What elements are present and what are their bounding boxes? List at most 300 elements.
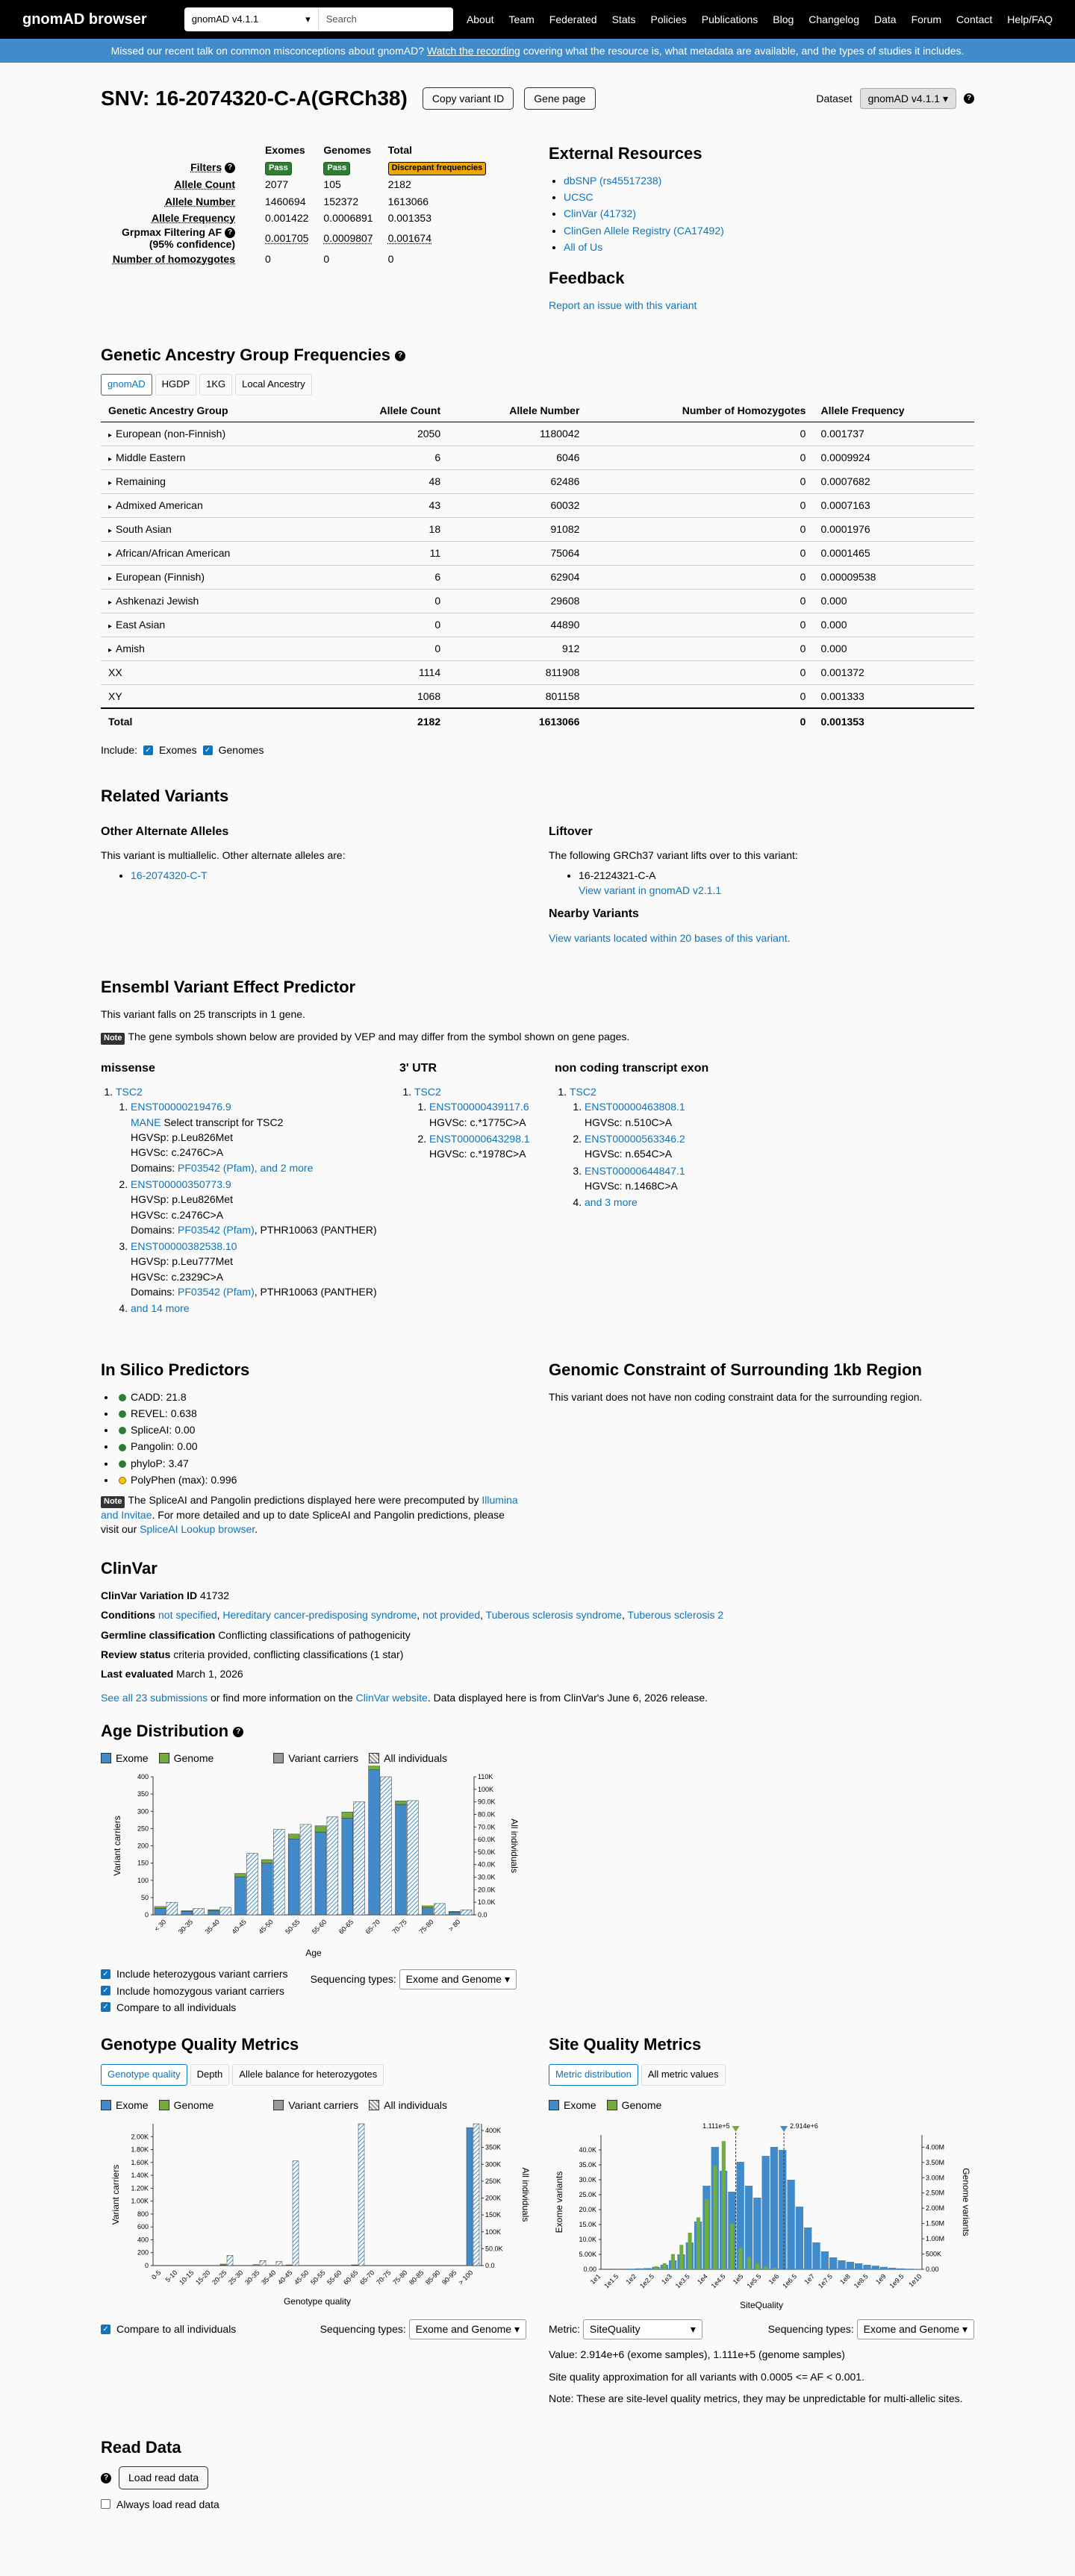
x-tick-label: 1e5 <box>731 2272 745 2286</box>
table-cell: 48 <box>429 475 441 487</box>
y-tick-label: 300 <box>137 1807 149 1816</box>
nearby-title: Nearby Variants <box>549 907 639 921</box>
nav-stats[interactable]: Stats <box>611 13 636 25</box>
y-tick-label: 2.00K <box>131 2133 149 2141</box>
vep-consequences <box>101 1052 974 1318</box>
transcript-link[interactable]: ENST00000644847.1 <box>585 1164 685 1177</box>
banner-link[interactable]: Watch the recording <box>427 44 520 57</box>
dataset-picker <box>816 88 974 109</box>
y-tick-label: 250 <box>137 1825 149 1833</box>
column-header[interactable]: Number of Homozygotes <box>587 400 813 422</box>
x-tick-label: 70-75 <box>375 2269 393 2286</box>
x-tick-label: 1e2.5 <box>638 2272 656 2290</box>
y2-tick-label: 0.0 <box>485 2262 495 2270</box>
gene-link[interactable]: TSC2 <box>414 1086 441 1098</box>
tab-all-metric-values[interactable]: All metric values <box>641 2064 726 2086</box>
exome-bar <box>770 2147 778 2269</box>
include-label: Include: <box>101 744 138 757</box>
y-tick-label: 1.20K <box>131 2184 149 2192</box>
include-exomes-label: Exomes <box>159 744 197 757</box>
exome-bar <box>787 2180 794 2269</box>
x-tick-label: 1e4 <box>696 2272 709 2286</box>
table-cell: 1613066 <box>538 716 580 728</box>
ancestry-title: Genetic Ancestry Group Frequencies ? <box>101 343 974 367</box>
genome-bar <box>688 2233 692 2269</box>
table-cell: 0.0001465 <box>820 546 870 559</box>
banner-text-post: covering what the resource is, what metadata are available, and the types of studies it includes. <box>523 44 965 57</box>
x-tick-label: 1e5.5 <box>745 2272 763 2290</box>
table-cell: XX <box>108 666 122 678</box>
all-submissions-link[interactable]: See all 23 submissions <box>101 1692 208 1704</box>
table-cell: European (Finnish) <box>116 570 205 583</box>
all-individuals-bar <box>246 1854 258 1915</box>
expand-caret-icon[interactable]: ▸ <box>108 431 113 440</box>
x-tick-label: 1e3 <box>660 2272 673 2286</box>
compare-all-checkbox[interactable]: ✓ <box>101 2325 110 2334</box>
genome-bar <box>342 1812 353 1818</box>
exome-bar <box>863 2265 870 2269</box>
y2-tick-label: 100K <box>485 2228 502 2236</box>
table-cell: 0 <box>434 594 441 607</box>
x-tick-label: 85-90 <box>424 2269 442 2286</box>
read-data-title: Read Data <box>101 2437 181 2457</box>
all-individuals-bar <box>461 1910 472 1915</box>
sq-value-text: Value: 2.914e+6 (exome samples), 1.111e+5 (genome samples) <box>549 2348 845 2360</box>
genome-bar <box>155 1907 166 1909</box>
y-axis-label: Variant carriers <box>112 1816 122 1876</box>
nav-help[interactable]: Help/FAQ <box>1007 13 1053 25</box>
table-cell: 43 <box>429 498 441 511</box>
dataset-label: Dataset <box>816 92 853 104</box>
x-tick-label: 20-25 <box>211 2269 228 2286</box>
x-tick-label: 75-80 <box>391 2269 409 2286</box>
exome-bar <box>888 2268 896 2269</box>
dataset-dropdown-value: gnomAD v4.1.1 <box>867 92 941 104</box>
condition-link[interactable]: not specified <box>158 1609 217 1622</box>
condition-link[interactable]: Hereditary cancer-predisposing syndrome <box>222 1609 417 1622</box>
clinvar-title: ClinVar <box>101 1559 158 1578</box>
nav-federated[interactable]: Federated <box>549 13 597 25</box>
expand-caret-icon[interactable]: ▸ <box>108 622 113 631</box>
all-individuals-bar <box>358 2124 364 2266</box>
status-dot-icon <box>119 1394 126 1401</box>
allele-count-exomes: 2077 <box>265 178 289 191</box>
filter-badge-genomes: Pass <box>323 162 350 175</box>
exome-bar <box>812 2242 820 2269</box>
table-cell: 0 <box>800 546 806 559</box>
x-tick-label: 55-60 <box>310 1918 328 1936</box>
y-tick-label: 40.0K <box>579 2146 596 2154</box>
gene-link[interactable]: TSC2 <box>570 1086 596 1098</box>
y2-axis-label: All individuals <box>520 2167 531 2222</box>
x-tick-label: 1e7 <box>803 2272 817 2286</box>
x-tick-label: 40-45 <box>276 2269 294 2286</box>
include-row <box>101 743 974 757</box>
table-cell: 912 <box>562 642 580 654</box>
y2-tick-label: 80.0K <box>478 1810 496 1819</box>
all-individuals-bar <box>193 1909 205 1915</box>
help-icon[interactable]: ? <box>395 351 405 361</box>
link-clingen[interactable]: ClinGen Allele Registry (CA17492) <box>564 224 724 237</box>
y2-tick-label: 100K <box>478 1785 494 1793</box>
x-tick-label: 1e6 <box>767 2272 781 2286</box>
include-genomes-checkbox[interactable]: ✓ <box>203 745 213 755</box>
help-icon[interactable]: ? <box>225 228 235 238</box>
help-icon[interactable]: ? <box>101 2473 111 2483</box>
tab-genotype-quality[interactable]: Genotype quality <box>101 2064 187 2086</box>
marker-label: 2.914e+6 <box>790 2122 818 2130</box>
y-tick-label: 1.60K <box>131 2158 149 2166</box>
nav-changelog[interactable]: Changelog <box>808 13 860 25</box>
table-cell: 0.001333 <box>820 690 864 702</box>
column-header[interactable]: Allele Frequency <box>813 400 974 422</box>
nav-contact[interactable]: Contact <box>956 13 993 25</box>
table-cell: 0 <box>800 427 806 440</box>
table-cell: 1068 <box>417 690 441 702</box>
genome-bar <box>449 1911 460 1912</box>
y-tick-label: 30.0K <box>579 2176 596 2184</box>
domain-link[interactable]: PF03542 (Pfam) <box>178 1223 255 1236</box>
y-tick-label: 10.0K <box>579 2236 596 2244</box>
genome-swatch <box>159 2100 169 2110</box>
search-input[interactable] <box>319 7 453 31</box>
help-icon[interactable]: ? <box>233 1727 243 1737</box>
expand-caret-icon[interactable]: ▸ <box>108 478 113 487</box>
all-individuals-bar <box>473 2124 479 2266</box>
genome-bar <box>714 2166 717 2269</box>
metric-select[interactable]: SiteQuality ▾ <box>583 2319 702 2339</box>
table-cell: 0 <box>800 666 806 678</box>
condition-link[interactable]: Tuberous sclerosis syndrome <box>485 1609 622 1622</box>
tab-hgdp[interactable]: HGDP <box>155 374 197 396</box>
nav-forum[interactable]: Forum <box>911 13 942 25</box>
table-cell: 2050 <box>417 427 441 440</box>
table-cell: Middle Eastern <box>116 451 186 463</box>
table-cell: 0 <box>434 618 441 631</box>
y2-tick-label: 70.0K <box>478 1823 496 1831</box>
age-legend-set: Variant carriers All individuals <box>273 1751 447 1766</box>
table-row[interactable] <box>101 446 974 469</box>
expand-caret-icon[interactable]: ▸ <box>108 526 113 535</box>
load-read-data-button[interactable]: Load read data <box>119 2466 208 2489</box>
table-row[interactable] <box>101 469 974 493</box>
expand-caret-icon[interactable]: ▸ <box>108 454 113 463</box>
y2-tick-label: 400K <box>485 2127 502 2135</box>
table-cell: Admixed American <box>116 498 203 511</box>
expand-caret-icon[interactable]: ▸ <box>108 645 113 654</box>
y-tick-label: 400 <box>137 1772 149 1781</box>
y-tick-label: 350 <box>137 1790 149 1798</box>
y2-tick-label: 50.0K <box>478 1848 496 1856</box>
genome-bar <box>671 2254 675 2269</box>
tab-allele-balance[interactable]: Allele balance for heterozygotes <box>232 2064 384 2086</box>
table-row[interactable] <box>101 637 974 660</box>
report-issue-link[interactable]: Report an issue with this variant <box>549 299 697 312</box>
vep-intro: This variant falls on 25 transcripts in 1 gene. <box>101 1007 305 1020</box>
y2-tick-label: 50.0K <box>485 2245 503 2253</box>
condition-link[interactable]: not provided <box>423 1609 481 1622</box>
y2-tick-label: 40.0K <box>478 1860 496 1869</box>
x-tick-label: 50-55 <box>309 2269 327 2286</box>
y-tick-label: 200 <box>137 1842 149 1850</box>
x-tick-label: 1e3.5 <box>673 2272 691 2290</box>
genome-bar <box>369 1766 380 1770</box>
allele-number-genomes: 152372 <box>323 195 359 207</box>
nav-blog[interactable]: Blog <box>773 13 794 25</box>
table-row[interactable] <box>101 565 974 589</box>
table-cell: 6046 <box>556 451 580 463</box>
y-tick-label: 1.00K <box>131 2197 149 2205</box>
other-allele-link[interactable]: 16-2074320-C-T <box>131 869 208 881</box>
domain-link[interactable]: PF03542 (Pfam) <box>178 1161 255 1174</box>
external-resources-title: External Resources <box>549 144 702 163</box>
y2-axis-label: All individuals <box>509 1819 519 1873</box>
link-all-of-us[interactable]: All of Us <box>564 241 603 254</box>
include-exomes-checkbox[interactable]: ✓ <box>143 745 153 755</box>
link-dbsnp[interactable]: dbSNP (rs45517238) <box>564 174 662 187</box>
table-row[interactable] <box>101 613 974 637</box>
gene-link[interactable]: TSC2 <box>116 1086 143 1098</box>
x-tick-label: 1e1.5 <box>602 2272 620 2290</box>
transcript-link[interactable]: ENST00000382538.10 <box>131 1240 237 1253</box>
column-header[interactable]: Genetic Ancestry Group <box>101 400 324 422</box>
col-genomes: Genomes <box>323 144 372 156</box>
x-tick-label: 40-45 <box>230 1918 248 1936</box>
frequency-table <box>101 142 493 267</box>
copy-variant-id-button[interactable]: Copy variant ID <box>423 87 514 110</box>
genome-bar <box>730 2224 734 2269</box>
exome-bar <box>369 1770 380 1915</box>
x-tick-label: 1e4.5 <box>709 2272 727 2290</box>
expand-caret-icon[interactable]: ▸ <box>108 502 113 511</box>
domain-link[interactable]: PF03542 (Pfam) <box>178 1286 255 1298</box>
nav-policies[interactable]: Policies <box>650 13 687 25</box>
x-tick-label: 1e6.5 <box>781 2272 799 2290</box>
y2-tick-label: 500K <box>926 2250 942 2258</box>
table-cell: 75064 <box>550 546 580 559</box>
genome-bar <box>747 2257 751 2269</box>
table-cell: 29608 <box>550 594 580 607</box>
table-cell: 0 <box>800 475 806 487</box>
table-row[interactable] <box>101 517 974 541</box>
y2-tick-label: 0.00 <box>926 2266 939 2274</box>
allele-count-genomes: 105 <box>323 178 341 191</box>
help-icon[interactable]: ? <box>964 93 974 104</box>
table-cell: 0.000 <box>820 594 847 607</box>
predictor-list: • CADD: 21.8 • REVEL: 0.638 • SpliceAI: 0.00 • Pangolin: 0.00 • phyloP: 3.47 • PolyPhen (max): 0.996 <box>101 1389 519 1488</box>
include-het-checkbox[interactable]: ✓ <box>101 1969 110 1979</box>
genome-bar <box>773 2268 776 2269</box>
genome-swatch <box>607 2100 617 2110</box>
table-cell: 0.0007682 <box>820 475 870 487</box>
table-cell: 0.0009924 <box>820 451 870 463</box>
link-clinvar[interactable]: ClinVar (41732) <box>564 207 637 220</box>
table-cell: 60032 <box>550 498 580 511</box>
genome-bar <box>288 1834 299 1839</box>
genome-bar <box>738 2248 742 2270</box>
compare-all-checkbox[interactable]: ✓ <box>101 2002 110 2012</box>
x-tick-label: 1e8 <box>838 2272 852 2286</box>
allele-frequency-total: 0.001353 <box>387 211 431 224</box>
table-cell: 91082 <box>550 522 580 535</box>
more-domains-link[interactable]: , and 2 more <box>254 1161 314 1174</box>
liftover-link[interactable]: View variant in gnomAD v2.1.1 <box>579 884 722 897</box>
transcript-link[interactable]: ENST00000219476.9 <box>131 1101 231 1113</box>
table-row[interactable] <box>101 589 974 613</box>
tab-depth[interactable]: Depth <box>190 2064 230 2086</box>
table-row[interactable] <box>101 493 974 517</box>
gene-page-button[interactable]: Gene page <box>524 87 595 110</box>
expand-caret-icon[interactable]: ▸ <box>108 598 113 607</box>
tab-gnomad[interactable]: gnomAD <box>101 374 152 396</box>
sq-approx-text: Site quality approximation for all variants with 0.0005 <= AF < 0.001. <box>549 2371 864 2383</box>
filter-badge-total: Discrepant frequencies <box>388 162 487 175</box>
status-dot-icon <box>119 1444 126 1451</box>
tab-metric-distribution[interactable]: Metric distribution <box>549 2064 638 2086</box>
marker-arrow-icon <box>780 2126 788 2132</box>
y2-tick-label: 150K <box>485 2211 502 2219</box>
include-hom-checkbox[interactable]: ✓ <box>101 1986 110 1995</box>
more-transcripts-link[interactable]: and 3 more <box>585 1196 638 1209</box>
clinvar-website-link[interactable]: ClinVar website <box>355 1692 428 1704</box>
always-load-checkbox[interactable] <box>101 2499 110 2509</box>
x-tick-label: 65-70 <box>358 2269 376 2286</box>
genome-bar <box>764 2266 767 2269</box>
x-tick-label: 35-40 <box>260 2269 278 2286</box>
nav-team[interactable]: Team <box>508 13 535 25</box>
all-individuals-bar <box>166 1902 178 1915</box>
genome-swatch <box>159 1753 169 1763</box>
exome-bar <box>753 2198 761 2269</box>
transcript-link[interactable]: ENST00000563346.2 <box>585 1133 685 1145</box>
expand-caret-icon[interactable]: ▸ <box>108 574 113 583</box>
tab-1kg[interactable]: 1KG <box>199 374 232 396</box>
marker-arrow-icon <box>732 2126 740 2132</box>
genome-bar <box>286 2265 292 2266</box>
spliceai-lookup-link[interactable]: SpliceAI Lookup browser <box>140 1523 255 1536</box>
x-tick-label: 45-50 <box>293 2269 311 2286</box>
nearby-link[interactable]: View variants located within 20 bases of this variant. <box>549 931 791 944</box>
help-icon[interactable]: ? <box>225 163 235 173</box>
table-row[interactable] <box>101 422 974 446</box>
nav-data[interactable]: Data <box>874 13 897 25</box>
gq-seq-type-select[interactable]: Exome and Genome ▾ <box>409 2319 526 2339</box>
caret-down-icon: ▾ <box>305 13 311 25</box>
exome-bar <box>644 2269 651 2270</box>
table-cell: 11 <box>429 546 441 559</box>
expand-caret-icon[interactable]: ▸ <box>108 550 113 559</box>
dataset-select[interactable] <box>184 7 319 31</box>
exome-bar <box>745 2186 752 2269</box>
transcript-link[interactable]: ENST00000439117.6 <box>429 1101 529 1113</box>
column-header[interactable]: Allele Number <box>448 400 587 422</box>
table-row <box>101 708 974 735</box>
table-cell: 1180042 <box>539 427 580 440</box>
exome-bar <box>396 1804 407 1915</box>
illumina-link[interactable]: Illumina and Invitae <box>101 1494 518 1521</box>
transcript-link[interactable]: ENST00000350773.9 <box>131 1178 231 1190</box>
homozygotes-exomes: 0 <box>265 252 271 265</box>
mane-link[interactable]: MANE <box>131 1116 161 1128</box>
table-cell: Amish <box>116 642 145 654</box>
all-individuals-bar <box>354 1802 365 1915</box>
sq-seq-type-select[interactable]: Exome and Genome ▾ <box>857 2319 974 2339</box>
transcript-link[interactable]: ENST00000643298.1 <box>429 1133 530 1145</box>
x-axis-label: Genotype quality <box>283 2296 352 2307</box>
status-dot-icon <box>119 1460 126 1468</box>
table-cell: 1114 <box>419 666 441 678</box>
logo[interactable]: gnomAD browser <box>22 10 147 28</box>
x-tick-label: 1e1 <box>588 2272 602 2286</box>
allele-count-label: Allele Count <box>174 178 235 191</box>
table-cell: 0.0001976 <box>820 522 870 535</box>
exome-bar <box>467 2128 473 2266</box>
exome-bar <box>829 2257 837 2269</box>
allele-frequency-label: Allele Frequency <box>151 211 235 224</box>
nav-about[interactable]: About <box>466 13 494 25</box>
transcript-link[interactable]: ENST00000463808.1 <box>585 1101 685 1113</box>
y2-tick-label: 110K <box>478 1772 493 1781</box>
y-tick-label: 25.0K <box>579 2191 596 2199</box>
site-quality-title: Site Quality Metrics <box>549 2035 702 2054</box>
genome-bar <box>253 2265 259 2266</box>
all-individuals-bar <box>227 2256 233 2266</box>
nav-publications[interactable]: Publications <box>701 13 758 25</box>
x-tick-label: 50-55 <box>284 1918 302 1936</box>
y2-tick-label: 90.0K <box>478 1798 496 1806</box>
grpmax-genomes[interactable]: 0.0009807 <box>323 232 373 245</box>
table-cell: 0.001353 <box>820 716 864 728</box>
announcement-banner <box>0 39 1075 63</box>
table-cell: 2182 <box>417 716 441 728</box>
tab-local-ancestry[interactable]: Local Ancestry <box>235 374 312 396</box>
condition-link[interactable]: Tuberous sclerosis 2 <box>627 1609 724 1622</box>
external-links-list <box>549 173 974 254</box>
x-tick-label: 75-80 <box>417 1918 435 1936</box>
x-tick-label: 45-50 <box>257 1918 275 1936</box>
y-axis-label: Exome variants <box>554 2171 564 2233</box>
age-seq-type-select[interactable]: Exome and Genome ▾ <box>399 1969 517 1989</box>
table-cell: 0.001737 <box>820 427 864 440</box>
table-row[interactable] <box>101 541 974 565</box>
link-ucsc[interactable]: UCSC <box>564 191 593 204</box>
search-placeholder: Search <box>325 13 357 25</box>
constraint-text: This variant does not have non coding constraint data for the surrounding region. <box>549 1390 923 1403</box>
dataset-dropdown[interactable] <box>860 88 956 109</box>
y-tick-label: 0.00 <box>583 2266 596 2274</box>
grpmax-total[interactable]: 0.001674 <box>387 232 431 245</box>
grpmax-exomes[interactable]: 0.001705 <box>265 232 309 245</box>
related-title: Related Variants <box>101 787 229 806</box>
x-axis-label: Age <box>305 1947 322 1958</box>
y2-tick-label: 2.50M <box>926 2189 945 2197</box>
ancestry-tabs <box>101 374 974 396</box>
genotype-title: Genotype Quality Metrics <box>101 2035 299 2054</box>
x-tick-label: 65-70 <box>364 1918 381 1936</box>
x-tick-label: 55-60 <box>325 2269 343 2286</box>
x-tick-label: > 100 <box>457 2269 475 2286</box>
y-tick-label: 0 <box>144 2262 149 2270</box>
search-bar <box>184 7 453 31</box>
exome-bar <box>449 1912 460 1915</box>
more-transcripts-link[interactable]: and 14 more <box>131 1302 190 1315</box>
column-header[interactable]: Allele Count <box>324 400 448 422</box>
x-tick-label: 1e8.5 <box>852 2272 870 2290</box>
y2-tick-label: 20.0K <box>478 1886 496 1894</box>
y2-tick-label: 200K <box>485 2194 502 2202</box>
y2-axis-label: Genome variants <box>961 2168 971 2236</box>
exome-bar <box>880 2267 888 2269</box>
